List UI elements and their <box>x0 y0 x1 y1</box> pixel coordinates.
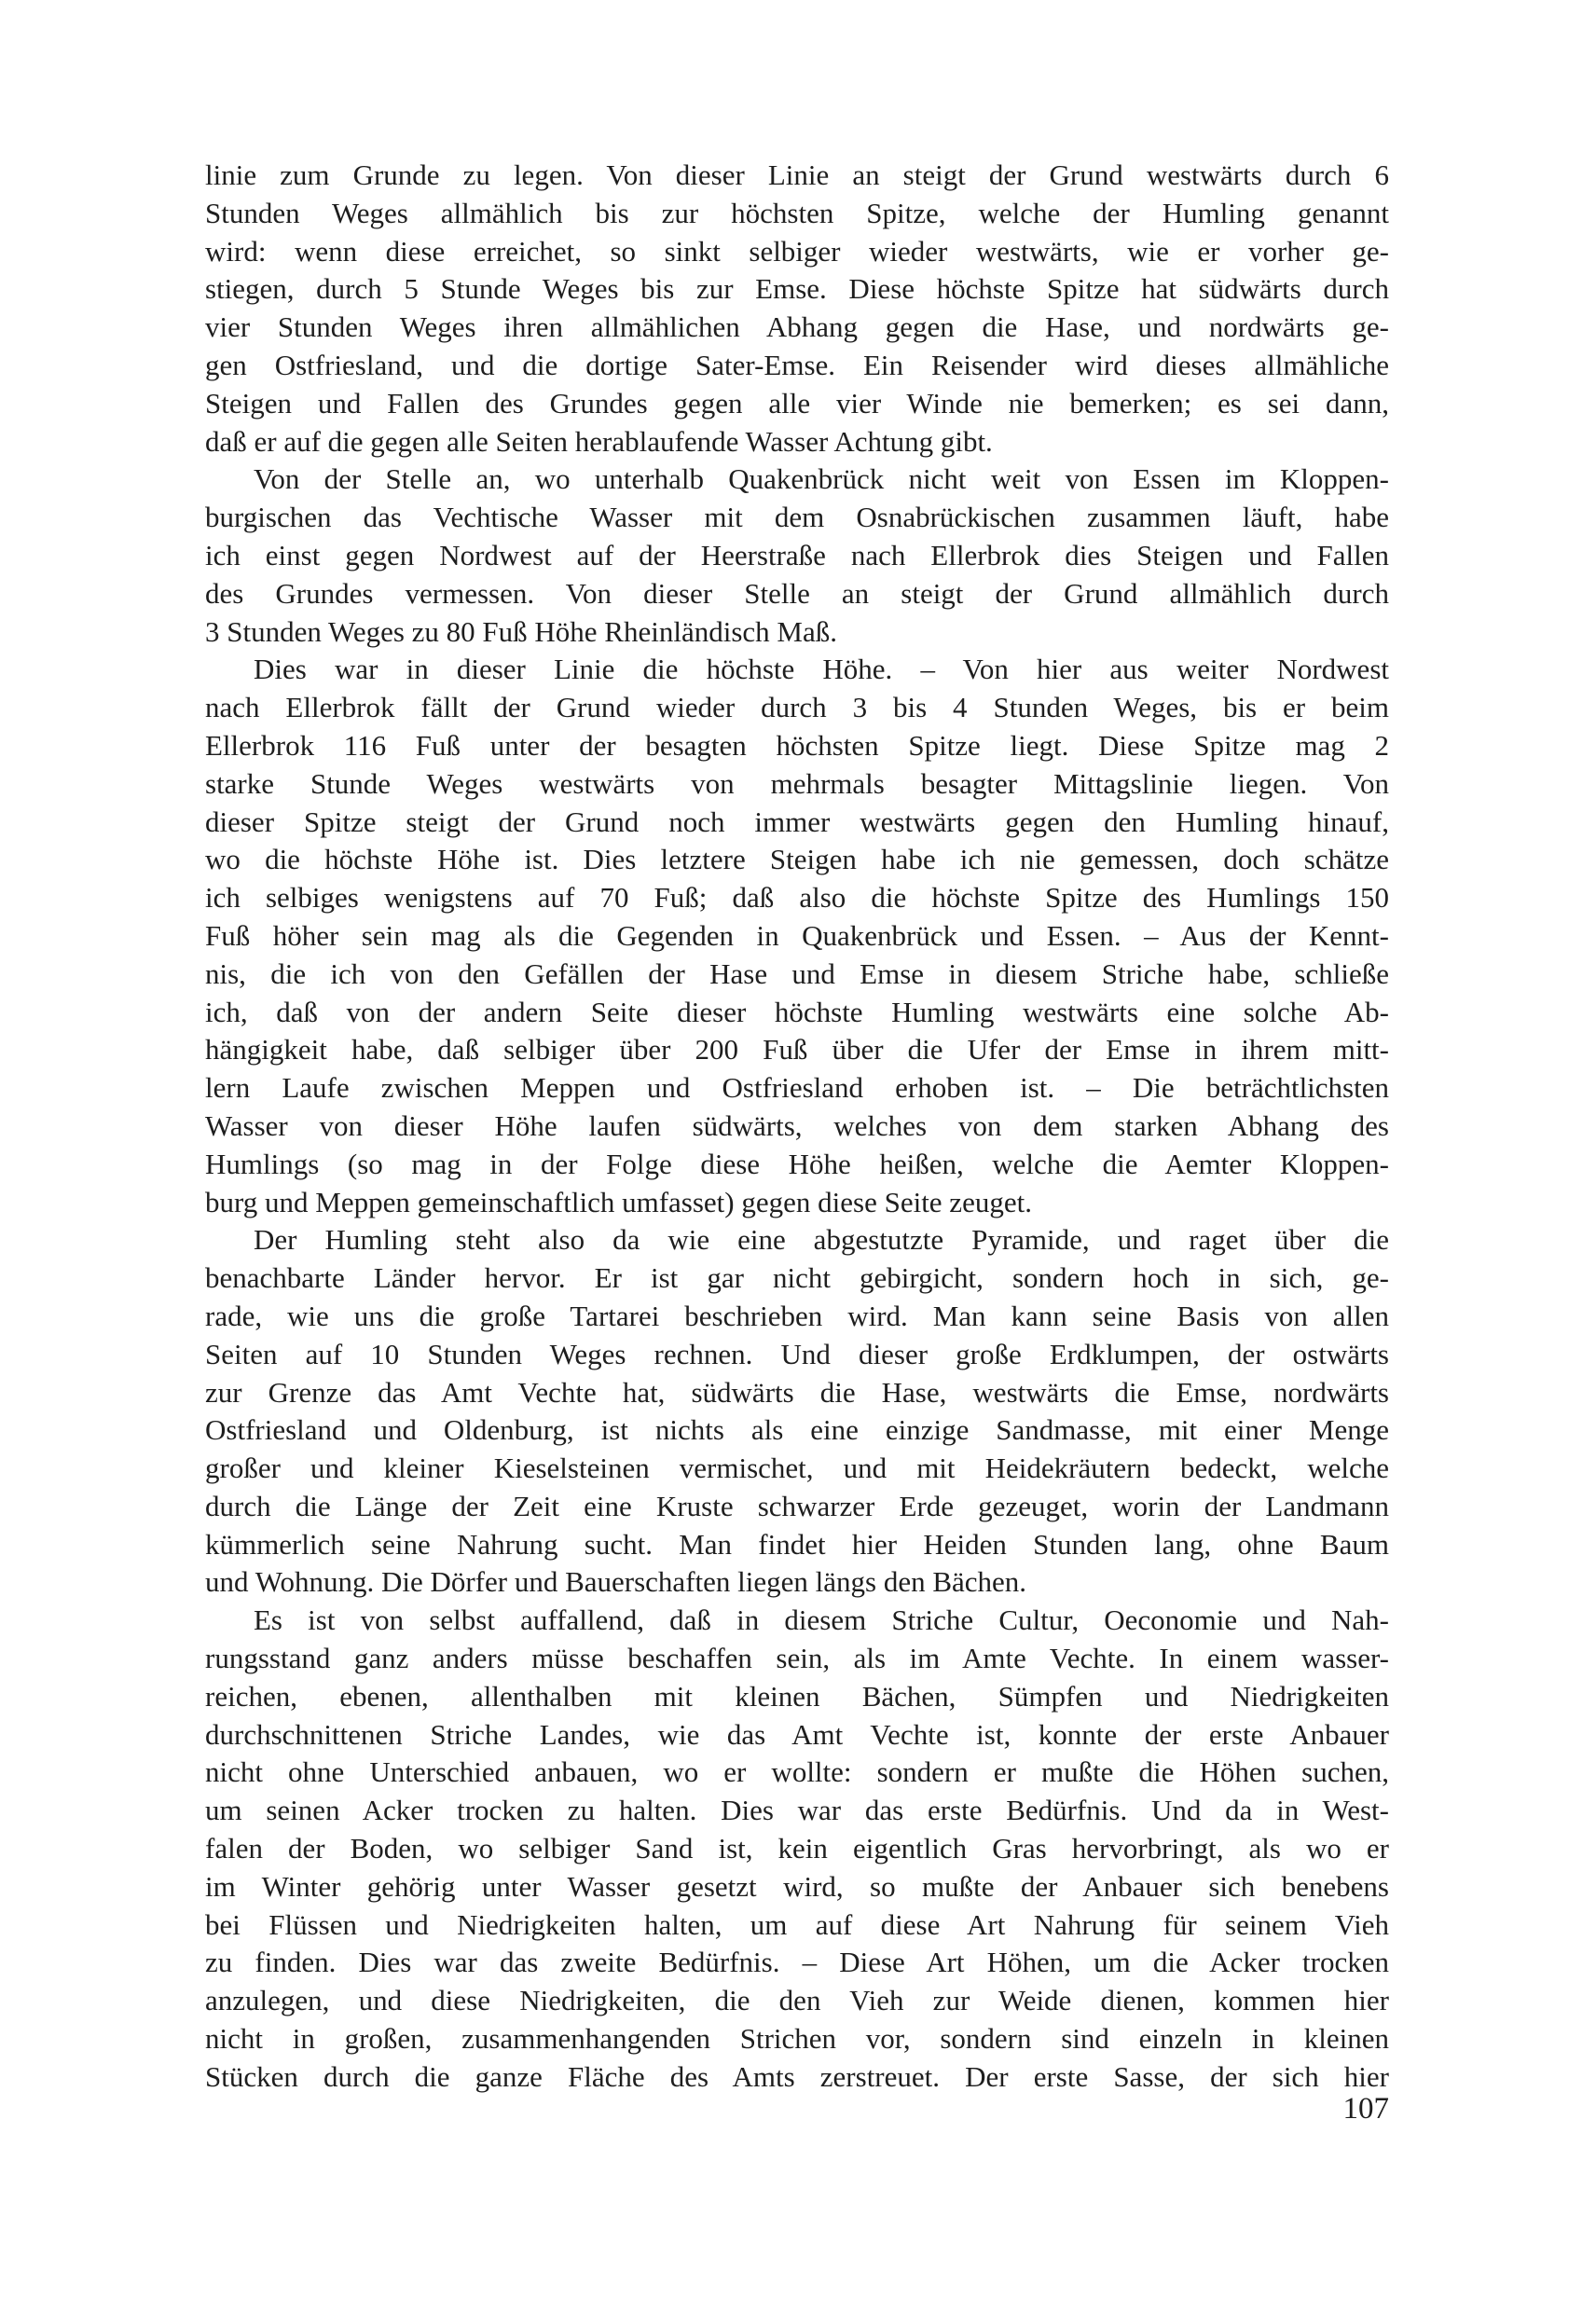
text-line: hängigkeit habe, daß selbiger über 200 Fuß über die Ufer der Emse in ihrem mitt- <box>205 1033 1389 1067</box>
text-line: des Grundes vermessen. Von dieser Stelle an steigt der Grund allmählich durch <box>205 576 1389 610</box>
text-line: Humlings (so mag in der Folge diese Höhe heißen, welche die Aemter Kloppen- <box>205 1147 1389 1180</box>
text-line: gen Ostfriesland, und die dortige Sater-Emse. Ein Reisender wird dieses allmähliche <box>205 348 1389 381</box>
text-line: anzulegen, und diese Niedrigkeiten, die den Vieh zur Weide dienen, kommen hier <box>205 1984 1389 2017</box>
text-line: falen der Boden, wo selbiger Sand ist, kein eigentlich Gras hervorbringt, als wo er <box>205 1832 1389 1865</box>
text-line: Von der Stelle an, wo unterhalb Quakenbrück nicht weit von Essen im Kloppen- <box>254 462 1389 496</box>
text-line: Es ist von selbst auffallend, daß in diesem Striche Cultur, Oeconomie und Nah- <box>254 1603 1389 1637</box>
text-line: dieser Spitze steigt der Grund noch immer westwärts gegen den Humling hinauf, <box>205 805 1389 838</box>
text-line: nicht in großen, zusammenhangenden Strichen vor, sondern sind einzeln in kleinen <box>205 2022 1389 2056</box>
text-line: rungsstand ganz anders müsse beschaffen sein, als im Amte Vechte. In einem wasser- <box>205 1642 1389 1675</box>
text-line: im Winter gehörig unter Wasser gesetzt wird, so mußte der Anbauer sich benebens <box>205 1869 1389 1903</box>
text-line: nach Ellerbrok fällt der Grund wieder durch 3 bis 4 Stunden Weges, bis er beim <box>205 691 1389 724</box>
text-line: Ostfriesland und Oldenburg, ist nichts als eine einzige Sandmasse, mit einer Menge <box>205 1413 1389 1447</box>
text-line: kümmerlich seine Nahrung sucht. Man findet hier Heiden Stunden lang, ohne Baum <box>205 1527 1389 1561</box>
text-line: Seiten auf 10 Stunden Weges rechnen. Und dieser große Erdklumpen, der ostwärts <box>205 1337 1389 1370</box>
text-line: ich einst gegen Nordwest auf der Heerstraße nach Ellerbrok dies Steigen und Fallen <box>205 538 1389 571</box>
page-number: 107 <box>1342 2092 1389 2126</box>
text-line: starke Stunde Weges westwärts von mehrmals besagter Mittagslinie liegen. Von <box>205 766 1389 800</box>
text-line: wird: wenn diese erreichet, so sinkt selbiger wieder westwärts, wie er vorher ge- <box>205 234 1389 268</box>
text-line: ich selbiges wenigstens auf 70 Fuß; daß also die höchste Spitze des Humlings 150 <box>205 881 1389 915</box>
text-line: um seinen Acker trocken zu halten. Dies war das erste Bedürfnis. Und da in West- <box>205 1794 1389 1827</box>
text-line: burgischen das Vechtische Wasser mit dem Osnabrückischen zusammen läuft, habe <box>205 501 1389 534</box>
text-line: zu finden. Dies war das zweite Bedürfnis. – Diese Art Höhen, um die Acker trocken <box>205 1946 1389 1979</box>
text-line: Ellerbrok 116 Fuß unter der besagten höchsten Spitze liegt. Diese Spitze mag 2 <box>205 728 1389 762</box>
text-line: bei Flüssen und Niedrigkeiten halten, um auf diese Art Nahrung für seinem Vieh <box>205 1907 1389 1941</box>
text-line: benachbarte Länder hervor. Er ist gar nicht gebirgicht, sondern hoch in sich, ge- <box>205 1261 1389 1295</box>
text-line: Wasser von dieser Höhe laufen südwärts, welches von dem starken Abhang des <box>205 1108 1389 1142</box>
text-line: stiegen, durch 5 Stunde Weges bis zur Emse. Diese höchste Spitze hat südwärts durch <box>205 272 1389 306</box>
text-line: burg und Meppen gemeinschaftlich umfasset) gegen diese Seite zeuget. <box>205 1185 1032 1218</box>
text-line: Fuß höher sein mag als die Gegenden in Quakenbrück und Essen. – Aus der Kennt- <box>205 918 1389 952</box>
text-line: nis, die ich von den Gefällen der Hase und Emse in diesem Striche habe, schließe <box>205 956 1389 990</box>
text-line: wo die höchste Höhe ist. Dies letztere Steigen habe ich nie gemessen, doch schätze <box>205 843 1389 876</box>
text-line: großer und kleiner Kieselsteinen vermischet, und mit Heidekräutern bedeckt, welche <box>205 1452 1389 1485</box>
text-line: vier Stunden Weges ihren allmählichen Abhang gegen die Hase, und nordwärts ge- <box>205 310 1389 344</box>
text-line: Stunden Weges allmählich bis zur höchsten Spitze, welche der Humling genannt <box>205 196 1389 229</box>
text-line: zur Grenze das Amt Vechte hat, südwärts die Hase, westwärts die Emse, nordwärts <box>205 1375 1389 1409</box>
text-line: linie zum Grunde zu legen. Von dieser Linie an steigt der Grund westwärts durch 6 <box>205 158 1389 191</box>
text-line: daß er auf die gegen alle Seiten herablaufende Wasser Achtung gibt. <box>205 424 993 458</box>
text-line: Der Humling steht also da wie eine abgestutzte Pyramide, und raget über die <box>254 1223 1389 1257</box>
text-line: Steigen und Fallen des Grundes gegen alle vier Winde nie bemerken; es sei dann, <box>205 386 1389 420</box>
text-line: durch die Länge der Zeit eine Kruste schwarzer Erde gezeuget, worin der Landmann <box>205 1489 1389 1522</box>
text-line: nicht ohne Unterschied anbauen, wo er wollte: sondern er mußte die Höhen suchen, <box>205 1755 1389 1789</box>
text-line: ich, daß von der andern Seite dieser höchste Humling westwärts eine solche Ab- <box>205 995 1389 1028</box>
text-line: durchschnittenen Striche Landes, wie das Amt Vechte ist, konnte der erste Anbauer <box>205 1717 1389 1751</box>
text-line: und Wohnung. Die Dörfer und Bauerschaften liegen längs den Bächen. <box>205 1565 1027 1599</box>
text-line: lern Laufe zwischen Meppen und Ostfriesland erhoben ist. – Die beträchtlichsten <box>205 1071 1389 1105</box>
text-line: 3 Stunden Weges zu 80 Fuß Höhe Rheinländisch Maß. <box>205 614 837 648</box>
text-line: reichen, ebenen, allenthalben mit kleinen Bächen, Sümpfen und Niedrigkeiten <box>205 1679 1389 1713</box>
text-line: Dies war in dieser Linie die höchste Höhe. – Von hier aus weiter Nordwest <box>254 653 1389 686</box>
body-text <box>205 157 1389 2097</box>
text-line: Stücken durch die ganze Fläche des Amts zerstreuet. Der erste Sasse, der sich hier <box>205 2059 1389 2093</box>
text-line: rade, wie uns die große Tartarei beschrieben wird. Man kann seine Basis von allen <box>205 1299 1389 1332</box>
